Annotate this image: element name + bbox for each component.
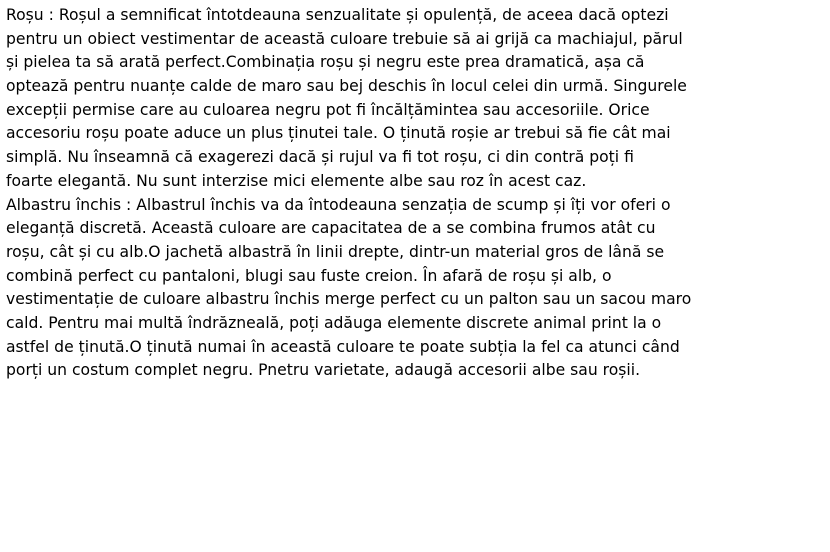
text-line: optează pentru nuanțe calde de maro sau bej deschis în locul celei din urmă. Singurele (6, 77, 687, 96)
text-line: roșu, cât și cu alb.O jachetă albastră în linii drepte, dintr-un material gros de lână se (6, 242, 665, 261)
text-line: și pielea ta să arată perfect.Combinația roșu și negru este prea dramatică, așa că (6, 53, 645, 72)
text-line: Albastru închis : Albastrul închis va da întodeauna senzația de scump și îți vor oferi o (6, 195, 671, 214)
text-line: simplă. Nu înseamnă că exagerezi dacă și rujul va fi tot roșu, ci din contră poți fi (6, 148, 634, 167)
text-line: astfel de ținută.O ținută numai în această culoare te poate subția la fel ca atunci când (6, 337, 680, 356)
text-line: cald. Pentru mai multă îndrăzneală, poți adăuga elemente discrete animal print la o (6, 313, 662, 332)
text-line: accesoriu roșu poate aduce un plus ținutei tale. O ținută roșie ar trebui să fie cât mai (6, 124, 671, 143)
text-line: porți un costum complet negru. Pnetru varietate, adaugă accesorii albe sau roșii. (6, 361, 641, 380)
text-line: eleganță discretă. Această culoare are capacitatea de a se combina frumos atât cu (6, 219, 656, 238)
document-body (6, 4, 824, 383)
text-line: excepții permise care au culoarea negru pot fi încălțămintea sau accesoriile. Orice (6, 100, 650, 119)
text-line: foarte elegantă. Nu sunt interzise mici elemente albe sau roz în acest caz. (6, 171, 587, 190)
text-line: vestimentație de culoare albastru închis merge perfect cu un palton sau un sacou maro (6, 290, 692, 309)
text-line: Roșu : Roșul a semnificat întotdeauna senzualitate și opulență, de aceea dacă optezi (6, 6, 669, 24)
text-line: combină perfect cu pantaloni, blugi sau fuste creion. În afară de roșu și alb, o (6, 266, 612, 285)
text-line: pentru un obiect vestimentar de această culoare trebuie să ai grijă ca machiajul, părul (6, 29, 683, 48)
